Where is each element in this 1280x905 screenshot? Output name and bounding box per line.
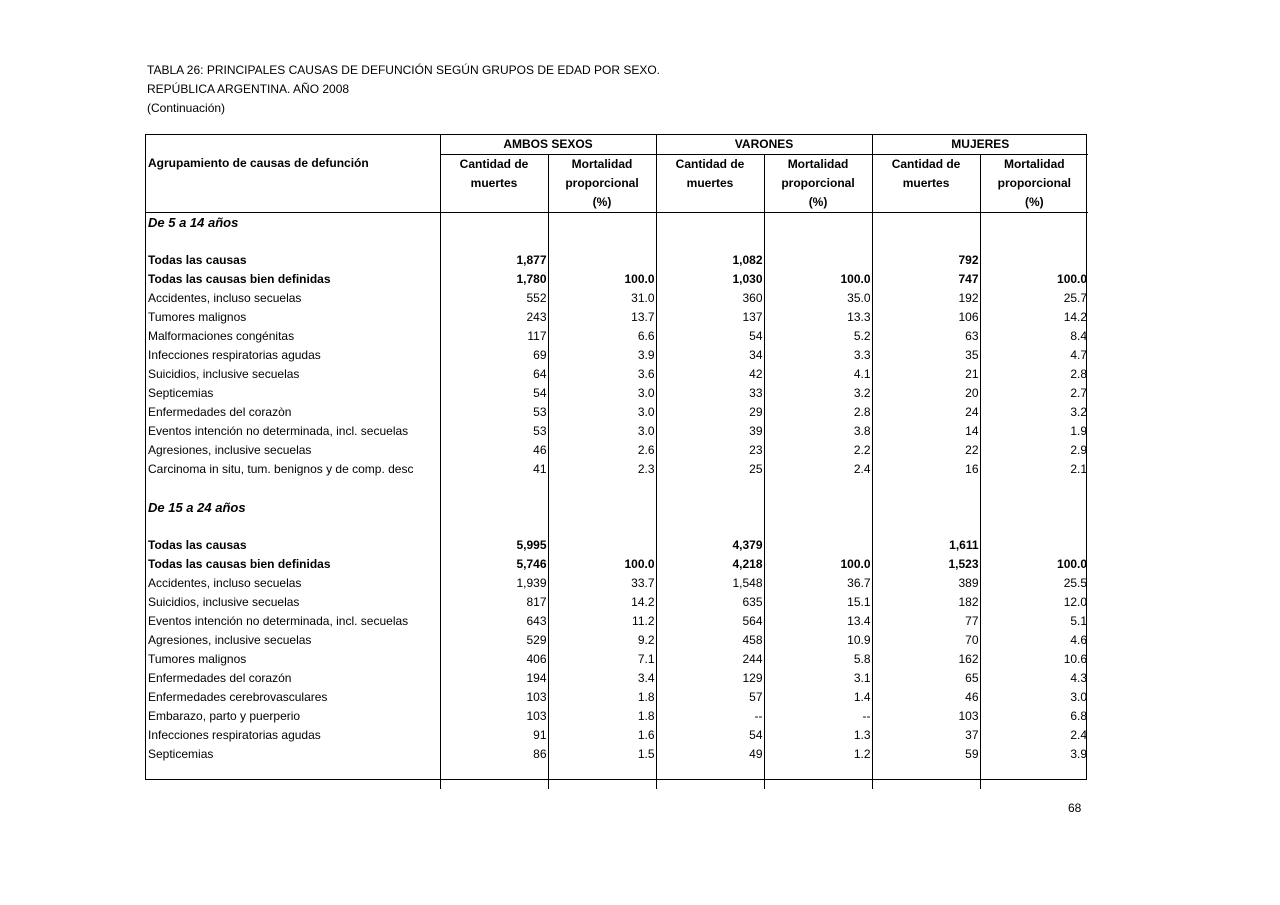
proportional-mortality-cell (548, 251, 656, 270)
proportional-mortality-cell: 31.0 (548, 289, 656, 308)
deaths-count-cell: 162 (872, 650, 980, 669)
cause-label: Eventos intención no determinada, incl. secuelas (148, 424, 409, 438)
deaths-count-cell: 54 (440, 384, 548, 403)
deaths-count-cell: 5,746 (440, 555, 548, 574)
table-subtitle: REPÚBLICA ARGENTINA. AÑO 2008 (147, 82, 350, 96)
page-number: 68 (1068, 801, 1082, 815)
proportional-mortality-cell: 7.1 (548, 650, 656, 669)
proportional-mortality-cell: 5.8 (764, 650, 872, 669)
table-row (146, 593, 1088, 612)
proportional-mortality-cell: 4.1 (764, 365, 872, 384)
deaths-count-cell: 91 (440, 726, 548, 745)
cause-label: Septicemias (148, 386, 214, 400)
table-row (146, 403, 1088, 422)
cause-label: Septicemias (148, 747, 214, 761)
cause-label: Agresiones, inclusive secuelas (148, 443, 312, 457)
cause-label: Todas las causas (148, 253, 247, 267)
proportional-mortality-cell (980, 536, 1088, 555)
proportional-mortality-cell: 3.0 (548, 422, 656, 441)
deaths-count-cell: 137 (656, 308, 764, 327)
deaths-count-cell: 529 (440, 631, 548, 650)
spacer-row (146, 232, 1088, 251)
deaths-count-cell: 37 (872, 726, 980, 745)
cause-label: Infecciones respiratorias agudas (148, 728, 321, 742)
header-proporcional: proporcional (980, 174, 1088, 193)
proportional-mortality-cell: 4.7 (980, 346, 1088, 365)
spacer-row (146, 479, 1088, 498)
proportional-mortality-cell: 1.6 (548, 726, 656, 745)
mortality-table-frame (145, 134, 1087, 780)
proportional-mortality-cell: 2.4 (764, 460, 872, 479)
deaths-count-cell: 35 (872, 346, 980, 365)
proportional-mortality-cell: 1.4 (764, 688, 872, 707)
proportional-mortality-cell: 100.0 (980, 555, 1088, 574)
deaths-count-cell: 42 (656, 365, 764, 384)
proportional-mortality-cell: 3.0 (548, 403, 656, 422)
table-row (146, 612, 1088, 631)
deaths-count-cell: 1,548 (656, 574, 764, 593)
deaths-count-cell: 1,082 (656, 251, 764, 270)
cause-label: Enfermedades del corazón (148, 671, 292, 685)
cause-label: Enfermedades del corazòn (148, 405, 292, 419)
table-title: TABLA 26: PRINCIPALES CAUSAS DE DEFUNCIÓN SEGÚN GRUPOS DE EDAD POR SEXO. (147, 63, 661, 77)
deaths-count-cell: 39 (656, 422, 764, 441)
header-muertes: muertes (872, 174, 980, 193)
deaths-count-cell: 25 (656, 460, 764, 479)
table-row (146, 745, 1088, 764)
cause-label: Suicidios, inclusive secuelas (148, 595, 300, 609)
proportional-mortality-cell: 25.5 (980, 574, 1088, 593)
proportional-mortality-cell: 2.9 (980, 441, 1088, 460)
proportional-mortality-cell: 3.6 (548, 365, 656, 384)
deaths-count-cell: 1,939 (440, 574, 548, 593)
proportional-mortality-cell: 10.6 (980, 650, 1088, 669)
deaths-count-cell: 103 (872, 707, 980, 726)
section-header-row (146, 213, 1088, 233)
deaths-count-cell: 103 (440, 688, 548, 707)
deaths-count-cell: 64 (440, 365, 548, 384)
proportional-mortality-cell: 1.8 (548, 707, 656, 726)
cause-label: Agresiones, inclusive secuelas (148, 633, 312, 647)
header-mortalidad: Mortalidad (980, 155, 1088, 175)
proportional-mortality-cell: 2.6 (548, 441, 656, 460)
proportional-mortality-cell: 3.2 (980, 403, 1088, 422)
proportional-mortality-cell: 3.9 (548, 346, 656, 365)
deaths-count-cell: 46 (440, 441, 548, 460)
proportional-mortality-cell: 3.9 (980, 745, 1088, 764)
proportional-mortality-cell: 35.0 (764, 289, 872, 308)
proportional-mortality-cell (764, 251, 872, 270)
proportional-mortality-cell: 1.3 (764, 726, 872, 745)
deaths-count-cell: 817 (440, 593, 548, 612)
deaths-count-cell: -- (656, 707, 764, 726)
deaths-count-cell: 244 (656, 650, 764, 669)
proportional-mortality-cell: 25.7 (980, 289, 1088, 308)
proportional-mortality-cell: 2.3 (548, 460, 656, 479)
proportional-mortality-cell: 36.7 (764, 574, 872, 593)
proportional-mortality-cell: 2.2 (764, 441, 872, 460)
deaths-count-cell: 4,218 (656, 555, 764, 574)
proportional-mortality-cell: 14.2 (548, 593, 656, 612)
proportional-mortality-cell (548, 536, 656, 555)
header-proporcional: proporcional (764, 174, 872, 193)
deaths-count-cell: 792 (872, 251, 980, 270)
deaths-count-cell: 69 (440, 346, 548, 365)
table-row (146, 726, 1088, 745)
proportional-mortality-cell: 5.2 (764, 327, 872, 346)
deaths-count-cell: 57 (656, 688, 764, 707)
table-row (146, 270, 1088, 289)
deaths-count-cell: 1,611 (872, 536, 980, 555)
deaths-count-cell: 1,030 (656, 270, 764, 289)
deaths-count-cell: 53 (440, 403, 548, 422)
table-row (146, 460, 1088, 479)
deaths-count-cell: 54 (656, 726, 764, 745)
deaths-count-cell: 106 (872, 308, 980, 327)
deaths-count-cell: 4,379 (656, 536, 764, 555)
deaths-count-cell: 635 (656, 593, 764, 612)
header-group-mujeres: MUJERES (872, 135, 1088, 155)
proportional-mortality-cell: 2.1 (980, 460, 1088, 479)
proportional-mortality-cell: 13.7 (548, 308, 656, 327)
deaths-count-cell: 643 (440, 612, 548, 631)
proportional-mortality-cell: 6.8 (980, 707, 1088, 726)
deaths-count-cell: 21 (872, 365, 980, 384)
deaths-count-cell: 458 (656, 631, 764, 650)
cause-label: Eventos intención no determinada, incl. secuelas (148, 614, 409, 628)
header-cantidad: Cantidad de (656, 155, 764, 175)
proportional-mortality-cell: 3.1 (764, 669, 872, 688)
deaths-count-cell: 117 (440, 327, 548, 346)
deaths-count-cell: 49 (656, 745, 764, 764)
proportional-mortality-cell: 12.0 (980, 593, 1088, 612)
deaths-count-cell: 41 (440, 460, 548, 479)
table-title-block (147, 61, 660, 118)
proportional-mortality-cell: 100.0 (980, 270, 1088, 289)
proportional-mortality-cell: 13.3 (764, 308, 872, 327)
proportional-mortality-cell: 1.8 (548, 688, 656, 707)
proportional-mortality-cell: 9.2 (548, 631, 656, 650)
deaths-count-cell: 5,995 (440, 536, 548, 555)
deaths-count-cell: 86 (440, 745, 548, 764)
header-group-varones: VARONES (656, 135, 872, 155)
header-cantidad: Cantidad de (440, 155, 548, 175)
proportional-mortality-cell: 3.3 (764, 346, 872, 365)
table-row (146, 289, 1088, 308)
cause-label: Accidentes, incluso secuelas (148, 291, 302, 305)
deaths-count-cell: 29 (656, 403, 764, 422)
deaths-count-cell: 552 (440, 289, 548, 308)
filler-row (146, 764, 1088, 789)
proportional-mortality-cell: 4.6 (980, 631, 1088, 650)
cause-label: Carcinoma in situ, tum. benignos y de comp. desc (148, 462, 414, 476)
proportional-mortality-cell: 2.4 (980, 726, 1088, 745)
table-row (146, 707, 1088, 726)
proportional-mortality-cell: 100.0 (764, 555, 872, 574)
deaths-count-cell: 192 (872, 289, 980, 308)
proportional-mortality-cell: 2.7 (980, 384, 1088, 403)
header-cantidad: Cantidad de (872, 155, 980, 175)
proportional-mortality-cell (980, 251, 1088, 270)
table-row (146, 346, 1088, 365)
proportional-mortality-cell: 33.7 (548, 574, 656, 593)
proportional-mortality-cell: 1.9 (980, 422, 1088, 441)
proportional-mortality-cell: 8.4 (980, 327, 1088, 346)
cause-label: Embarazo, parto y puerperio (148, 709, 301, 723)
deaths-count-cell: 182 (872, 593, 980, 612)
deaths-count-cell: 59 (872, 745, 980, 764)
proportional-mortality-cell: 5.1 (980, 612, 1088, 631)
cause-label: Malformaciones congénitas (148, 329, 295, 343)
table-row (146, 441, 1088, 460)
deaths-count-cell: 54 (656, 327, 764, 346)
deaths-count-cell: 1,780 (440, 270, 548, 289)
deaths-count-cell: 406 (440, 650, 548, 669)
proportional-mortality-cell: 2.8 (980, 365, 1088, 384)
proportional-mortality-cell: 100.0 (764, 270, 872, 289)
proportional-mortality-cell: 11.2 (548, 612, 656, 631)
header-proporcional: proporcional (548, 174, 656, 193)
table-row (146, 555, 1088, 574)
proportional-mortality-cell: 3.2 (764, 384, 872, 403)
deaths-count-cell: 243 (440, 308, 548, 327)
mortality-table (146, 135, 1088, 789)
section-title: De 5 a 14 años (148, 215, 239, 230)
proportional-mortality-cell: 13.4 (764, 612, 872, 631)
cause-label: Infecciones respiratorias agudas (148, 348, 321, 362)
header-muertes: muertes (440, 174, 548, 193)
deaths-count-cell: 77 (872, 612, 980, 631)
header-percent: (%) (548, 193, 656, 213)
table-row (146, 384, 1088, 403)
header-row-label: Agrupamiento de causas de defunción (146, 135, 440, 213)
proportional-mortality-cell (764, 536, 872, 555)
table-row (146, 669, 1088, 688)
proportional-mortality-cell: 3.8 (764, 422, 872, 441)
deaths-count-cell: 103 (440, 707, 548, 726)
deaths-count-cell: 564 (656, 612, 764, 631)
proportional-mortality-cell: 14.2 (980, 308, 1088, 327)
table-row (146, 365, 1088, 384)
deaths-count-cell: 747 (872, 270, 980, 289)
proportional-mortality-cell: 1.5 (548, 745, 656, 764)
cause-label: Todas las causas bien definidas (148, 557, 331, 571)
header-group-ambos: AMBOS SEXOS (440, 135, 656, 155)
deaths-count-cell: 1,523 (872, 555, 980, 574)
table-row (146, 688, 1088, 707)
header-muertes: muertes (656, 174, 764, 193)
deaths-count-cell: 360 (656, 289, 764, 308)
table-body (146, 213, 1088, 790)
spacer-row (146, 517, 1088, 536)
proportional-mortality-cell: 3.0 (548, 384, 656, 403)
table-row (146, 650, 1088, 669)
proportional-mortality-cell: 100.0 (548, 270, 656, 289)
cause-label: Tumores malignos (148, 310, 247, 324)
proportional-mortality-cell: 3.4 (548, 669, 656, 688)
deaths-count-cell: 34 (656, 346, 764, 365)
section-title: De 15 a 24 años (148, 500, 246, 515)
proportional-mortality-cell: 1.2 (764, 745, 872, 764)
proportional-mortality-cell: 2.8 (764, 403, 872, 422)
table-row (146, 536, 1088, 555)
proportional-mortality-cell: 15.1 (764, 593, 872, 612)
table-row (146, 308, 1088, 327)
deaths-count-cell: 46 (872, 688, 980, 707)
cause-label: Suicidios, inclusive secuelas (148, 367, 300, 381)
deaths-count-cell: 70 (872, 631, 980, 650)
deaths-count-cell: 24 (872, 403, 980, 422)
deaths-count-cell: 20 (872, 384, 980, 403)
proportional-mortality-cell: 3.0 (980, 688, 1088, 707)
deaths-count-cell: 22 (872, 441, 980, 460)
cause-label: Tumores malignos (148, 652, 247, 666)
cause-label: Enfermedades cerebrovasculares (148, 690, 328, 704)
cause-label: Todas las causas bien definidas (148, 272, 331, 286)
deaths-count-cell: 53 (440, 422, 548, 441)
table-row (146, 631, 1088, 650)
cause-label: Todas las causas (148, 538, 247, 552)
deaths-count-cell: 23 (656, 441, 764, 460)
header-percent: (%) (764, 193, 872, 213)
section-header-row (146, 498, 1088, 517)
deaths-count-cell: 16 (872, 460, 980, 479)
proportional-mortality-cell: 10.9 (764, 631, 872, 650)
proportional-mortality-cell: -- (764, 707, 872, 726)
deaths-count-cell: 63 (872, 327, 980, 346)
table-row (146, 251, 1088, 270)
deaths-count-cell: 1,877 (440, 251, 548, 270)
table-row (146, 327, 1088, 346)
table-row (146, 422, 1088, 441)
header-mortalidad: Mortalidad (764, 155, 872, 175)
deaths-count-cell: 389 (872, 574, 980, 593)
cause-label: Accidentes, incluso secuelas (148, 576, 302, 590)
deaths-count-cell: 129 (656, 669, 764, 688)
deaths-count-cell: 33 (656, 384, 764, 403)
proportional-mortality-cell: 100.0 (548, 555, 656, 574)
proportional-mortality-cell: 4.3 (980, 669, 1088, 688)
table-continuation-note: (Continuación) (147, 101, 226, 115)
deaths-count-cell: 65 (872, 669, 980, 688)
table-row (146, 574, 1088, 593)
header-percent: (%) (980, 193, 1088, 213)
header-mortalidad: Mortalidad (548, 155, 656, 175)
deaths-count-cell: 194 (440, 669, 548, 688)
proportional-mortality-cell: 6.6 (548, 327, 656, 346)
deaths-count-cell: 14 (872, 422, 980, 441)
